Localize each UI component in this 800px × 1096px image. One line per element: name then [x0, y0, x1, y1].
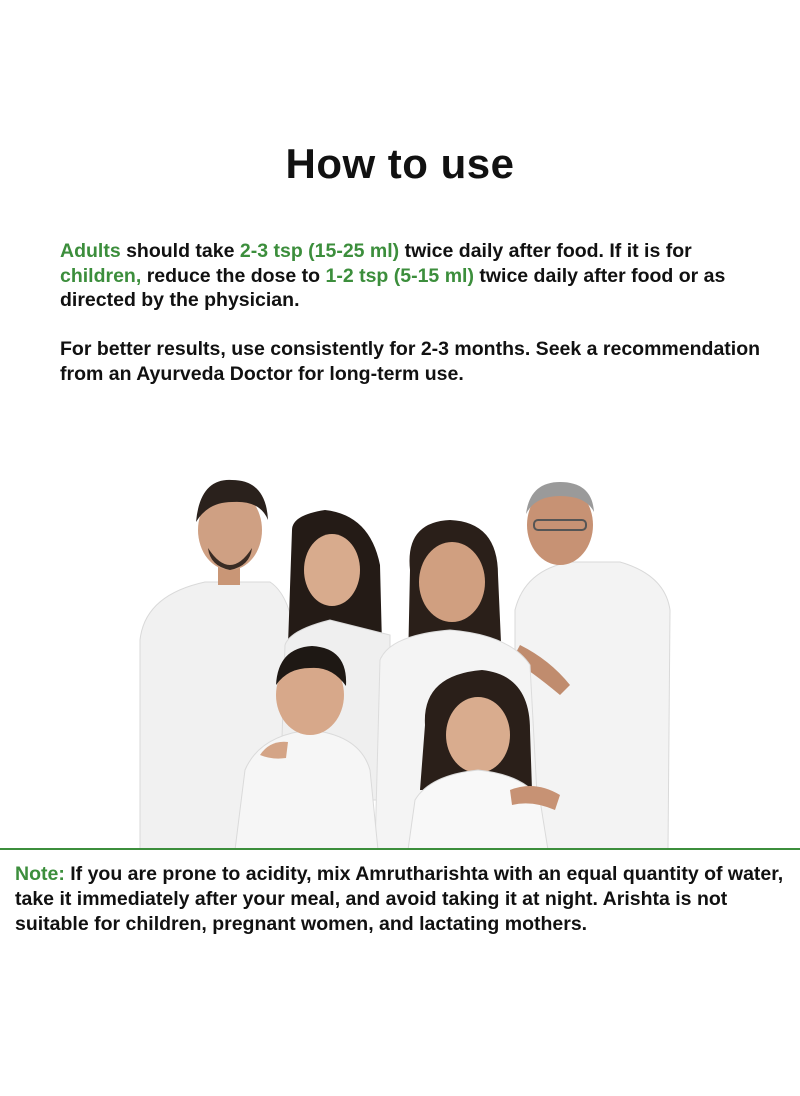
note-section [15, 862, 785, 937]
adults-text-1: should take [120, 240, 240, 262]
adults-text-2: twice daily after food. If it is for [399, 240, 692, 262]
note-divider [0, 848, 800, 850]
note-label: Note: [15, 863, 65, 885]
children-text-2: twice daily after food or as directed by the physician. [60, 264, 726, 311]
family-photo [120, 470, 690, 850]
dosage-instructions [60, 239, 770, 313]
results-text: For better results, use consistently for 2-3 months. Seek a recommendation from an Ayurveda Doctor for long-term use. [60, 338, 761, 385]
page-title: How to use [285, 140, 515, 187]
adults-label: Adults [60, 240, 121, 262]
note-text: If you are prone to acidity, mix Amrutharishta with an equal quantity of water, take it immediately after your meal, and avoid taking it at night. Arishta is not suitable for children, pregnant women, and lactating mothers. [15, 863, 784, 935]
child-dose: 1-2 tsp (5-15 ml) [325, 264, 474, 287]
adult-dose: 2-3 tsp (15-25 ml) [239, 240, 400, 262]
children-text-1: reduce the dose to [141, 264, 326, 287]
children-label: children, [60, 264, 142, 287]
